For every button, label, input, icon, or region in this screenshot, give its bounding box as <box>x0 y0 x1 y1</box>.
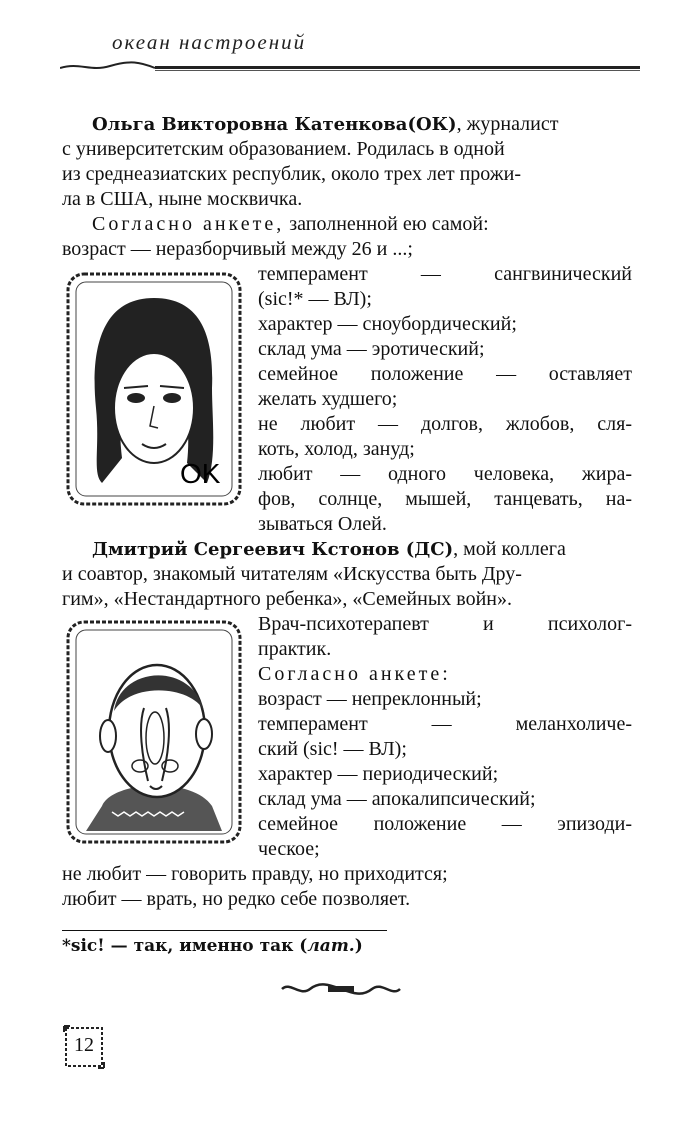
section2-survey: Врач-психотерапевт и психолог- практик. Согласно анкете: возраст — непреклонный; темперамент — меланхоличе- ский (sic! — ВЛ); характер — периодический; склад ума — апокалипсический; семейное положение — эпизоди- ческое; <box>258 613 632 860</box>
ornament-divider <box>280 981 402 997</box>
portrait-caption: OK <box>180 458 221 489</box>
section1-survey: темперамент — сангвинический (sic!* — ВЛ); характер — сноубордический; склад ума — эротический; семейное положение — оставляет желать худшего; не любит — долгов, жлобов, сля- коть, холод, зануд; любит — одного человека, жира- фов, солнце, мышей, танцевать, на- зываться Олей. <box>258 263 632 535</box>
running-title: океан настроений <box>112 30 307 54</box>
footnote: *sic! — так, именно так (лат.) <box>62 936 363 956</box>
section1-intro: Ольга Викторовна Катенкова(ОК), журналист с университетским образованием. Родилась в одной из среднеазиатских республик, около трех лет прожи- ла в США, ныне москвичка. Согласно анкете, заполненной ею самой: возраст — неразборчивый между 26 и ...; <box>62 113 559 260</box>
section2-name: Дмитрий Сергеевич Кстонов (ДС) <box>92 539 454 560</box>
footnote-rule <box>62 930 387 931</box>
header-rule <box>60 60 640 74</box>
section1-name: Ольга Викторовна Катенкова(ОК) <box>92 114 457 135</box>
woman-portrait <box>62 268 246 510</box>
section2-intro: Дмитрий Сергеевич Кстонов (ДС), мой коллега и соавтор, знакомый читателям «Искусства быть Дру- гим», «Нестандартного ребенка», «Семейных войн». <box>62 538 566 610</box>
section2-closing: не любит — говорить правду, но приходится; любит — врать, но редко себе позволяет. <box>62 863 448 910</box>
man-portrait <box>62 616 246 848</box>
page-number: 12 <box>74 1034 94 1056</box>
